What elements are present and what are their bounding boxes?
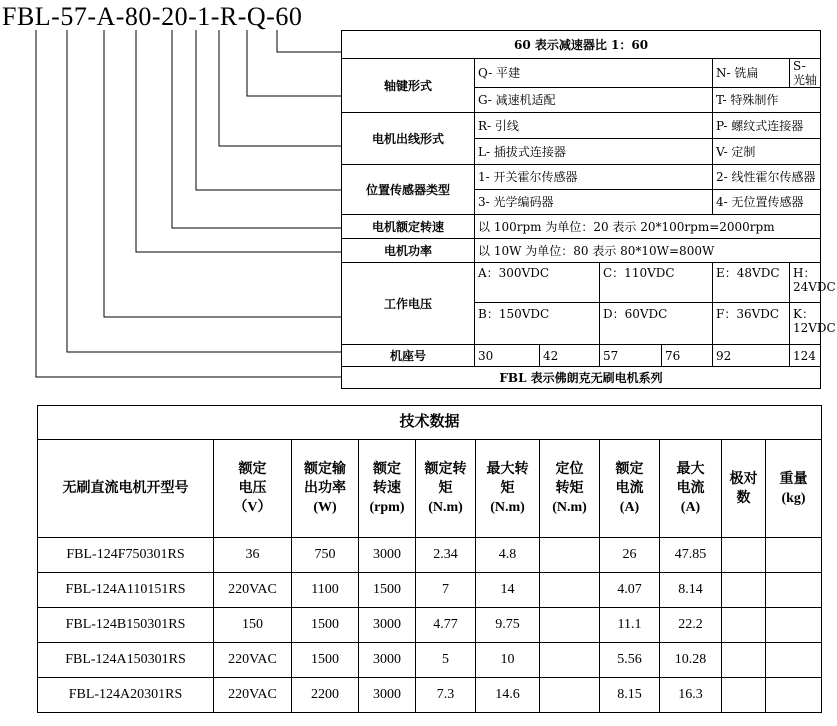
model-cell: FBL-124A110151RS — [38, 573, 214, 608]
outlet-r: R- 引线 — [475, 113, 713, 139]
value-cell — [540, 573, 600, 608]
value-cell: 4.8 — [476, 538, 540, 573]
ratio-row: 60 表示减速器比 1：60 — [342, 31, 821, 59]
sensor-3: 3- 光学编码器 — [475, 190, 713, 215]
value-cell — [540, 643, 600, 678]
value-cell: 2200 — [292, 678, 359, 713]
value-cell — [722, 573, 766, 608]
model-cell: FBL-124F750301RS — [38, 538, 214, 573]
value-cell: 10 — [476, 643, 540, 678]
tech-header-line: 重量 — [779, 471, 808, 487]
value-cell — [766, 573, 822, 608]
tech-header-5 — [476, 440, 540, 538]
value-cell: 2.34 — [416, 538, 476, 573]
value-cell: 16.3 — [660, 678, 722, 713]
value-cell: 7.3 — [416, 678, 476, 713]
tech-header-line: （V） — [233, 500, 272, 515]
table-row — [38, 538, 822, 573]
tech-header-line: (W) — [313, 500, 337, 515]
voltage-k: K：12VDC — [790, 303, 821, 345]
value-cell: 26 — [600, 538, 660, 573]
tech-header-line: 转矩 — [555, 481, 584, 496]
value-cell — [540, 678, 600, 713]
value-cell: 4.07 — [600, 573, 660, 608]
value-cell — [766, 678, 822, 713]
frame-92: 92 — [713, 345, 790, 367]
tech-header-line: 额定 — [238, 462, 267, 477]
value-cell — [722, 643, 766, 678]
tech-data-title: 技术数据 — [38, 406, 822, 440]
tech-header-4 — [416, 440, 476, 538]
tech-header-line: 最大 — [676, 462, 705, 477]
value-cell: 1500 — [359, 573, 416, 608]
value-cell — [722, 608, 766, 643]
power-label: 电机功率 — [342, 239, 475, 263]
tech-header-row — [38, 440, 822, 538]
tech-header-line: 电流 — [676, 481, 705, 496]
tech-header-line: 定位 — [555, 462, 584, 477]
value-cell: 150 — [214, 608, 292, 643]
tech-header-line: 极对 — [729, 471, 758, 487]
value-cell: 8.14 — [660, 573, 722, 608]
model-code-spec-table — [341, 30, 836, 389]
tech-header-line: 转速 — [373, 481, 401, 496]
tech-header-line: (N.m) — [552, 500, 587, 515]
tech-header-line: (rpm) — [369, 500, 405, 515]
tech-header-line: 最大转 — [486, 462, 529, 477]
value-cell: 36 — [214, 538, 292, 573]
value-cell: 5 — [416, 643, 476, 678]
tech-header-line: 电压 — [238, 481, 267, 496]
value-cell: 1100 — [292, 573, 359, 608]
shaft-key-q: Q- 平建 — [475, 59, 713, 88]
tech-header-line: 额定 — [373, 462, 401, 477]
sensor-2: 2- 线性霍尔传感器 — [713, 165, 821, 190]
value-cell — [722, 538, 766, 573]
value-cell: 5.56 — [600, 643, 660, 678]
value-cell: 10.28 — [660, 643, 722, 678]
voltage-d: D：60VDC — [600, 303, 713, 345]
tech-header-10 — [766, 440, 822, 538]
frame-124: 124 — [790, 345, 821, 367]
value-cell: 11.1 — [600, 608, 660, 643]
sensor-label: 位置传感器类型 — [342, 165, 475, 215]
voltage-label: 工作电压 — [342, 263, 475, 345]
value-cell — [766, 608, 822, 643]
tech-header-line: (N.m) — [490, 500, 525, 515]
tech-header-line: 矩 — [500, 481, 515, 496]
value-cell: 3000 — [359, 643, 416, 678]
frame-76: 76 — [662, 345, 713, 367]
outlet-label: 电机出线形式 — [342, 113, 475, 165]
tech-header-1 — [214, 440, 292, 538]
voltage-f: F：36VDC — [713, 303, 790, 345]
value-cell: 8.15 — [600, 678, 660, 713]
table-row — [38, 573, 822, 608]
outlet-p: P- 螺纹式连接器 — [713, 113, 821, 139]
value-cell: 9.75 — [476, 608, 540, 643]
outlet-v: V- 定制 — [713, 139, 821, 165]
tech-header-line: (A) — [619, 500, 640, 515]
tech-header-6 — [540, 440, 600, 538]
tech-header-9 — [722, 440, 766, 538]
tech-header-line: (N.m) — [428, 500, 463, 515]
shaft-key-t: T- 特殊制作 — [713, 88, 821, 113]
speed-value: 以 100rpm 为单位：20 表示 20*100rpm=2000rpm — [475, 215, 821, 239]
value-cell: 7 — [416, 573, 476, 608]
value-cell: 220VAC — [214, 573, 292, 608]
voltage-b: B：150VDC — [475, 303, 600, 345]
frame-label: 机座号 — [342, 345, 475, 367]
value-cell: 4.77 — [416, 608, 476, 643]
voltage-c: C：110VDC — [600, 263, 713, 303]
model-cell: FBL-124B150301RS — [38, 608, 214, 643]
table-row — [38, 678, 822, 713]
value-cell — [722, 678, 766, 713]
value-cell — [540, 608, 600, 643]
voltage-e: E：48VDC — [713, 263, 790, 303]
value-cell: 47.85 — [660, 538, 722, 573]
value-cell: 3000 — [359, 538, 416, 573]
tech-header-line: 无刷直流电机开型号 — [62, 481, 189, 496]
value-cell: 3000 — [359, 608, 416, 643]
tech-header-line: (kg) — [781, 490, 806, 506]
model-cell: FBL-124A150301RS — [38, 643, 214, 678]
tech-header-2 — [292, 440, 359, 538]
shaft-key-g: G- 减速机适配 — [475, 88, 713, 113]
frame-57: 57 — [600, 345, 662, 367]
value-cell: 1500 — [292, 608, 359, 643]
model-code-title: FBL-57-A-80-20-1-R-Q-60 — [2, 2, 303, 31]
tech-header-line: (A) — [680, 500, 701, 515]
value-cell: 14.6 — [476, 678, 540, 713]
tech-header-line: 额定输 — [304, 462, 346, 477]
tech-header-0 — [38, 440, 214, 538]
value-cell: 220VAC — [214, 643, 292, 678]
value-cell — [540, 538, 600, 573]
table-row — [38, 608, 822, 643]
power-value: 以 10W 为单位：80 表示 80*10W=800W — [475, 239, 821, 263]
tech-header-8 — [660, 440, 722, 538]
outlet-l: L- 插拔式连接器 — [475, 139, 713, 165]
voltage-h: H：24VDC — [790, 263, 821, 303]
value-cell: 3000 — [359, 678, 416, 713]
tech-header-line: 额定转 — [424, 462, 467, 477]
model-cell: FBL-124A20301RS — [38, 678, 214, 713]
series-row: FBL 表示佛朗克无刷电机系列 — [342, 367, 821, 389]
frame-30: 30 — [475, 345, 540, 367]
value-cell — [766, 643, 822, 678]
tech-data-body — [38, 538, 822, 713]
frame-42: 42 — [540, 345, 600, 367]
speed-label: 电机额定转速 — [342, 215, 475, 239]
sensor-1: 1- 开关霍尔传感器 — [475, 165, 713, 190]
tech-header-line: 电流 — [615, 481, 644, 496]
value-cell: 220VAC — [214, 678, 292, 713]
value-cell: 14 — [476, 573, 540, 608]
tech-data-table — [37, 405, 822, 713]
tech-header-7 — [600, 440, 660, 538]
table-row — [38, 643, 822, 678]
shaft-key-label: 轴键形式 — [342, 59, 475, 113]
tech-header-line: 数 — [736, 490, 751, 506]
value-cell: 750 — [292, 538, 359, 573]
sensor-4: 4- 无位置传感器 — [713, 190, 821, 215]
shaft-key-s: S- 光轴 — [790, 59, 821, 88]
tech-header-3 — [359, 440, 416, 538]
value-cell: 22.2 — [660, 608, 722, 643]
shaft-key-n: N- 铣扁 — [713, 59, 790, 88]
voltage-a: A：300VDC — [475, 263, 600, 303]
value-cell — [766, 538, 822, 573]
tech-header-line: 额定 — [615, 462, 644, 477]
value-cell: 1500 — [292, 643, 359, 678]
tech-header-line: 矩 — [438, 481, 453, 496]
tech-header-line: 出功率 — [304, 481, 346, 496]
